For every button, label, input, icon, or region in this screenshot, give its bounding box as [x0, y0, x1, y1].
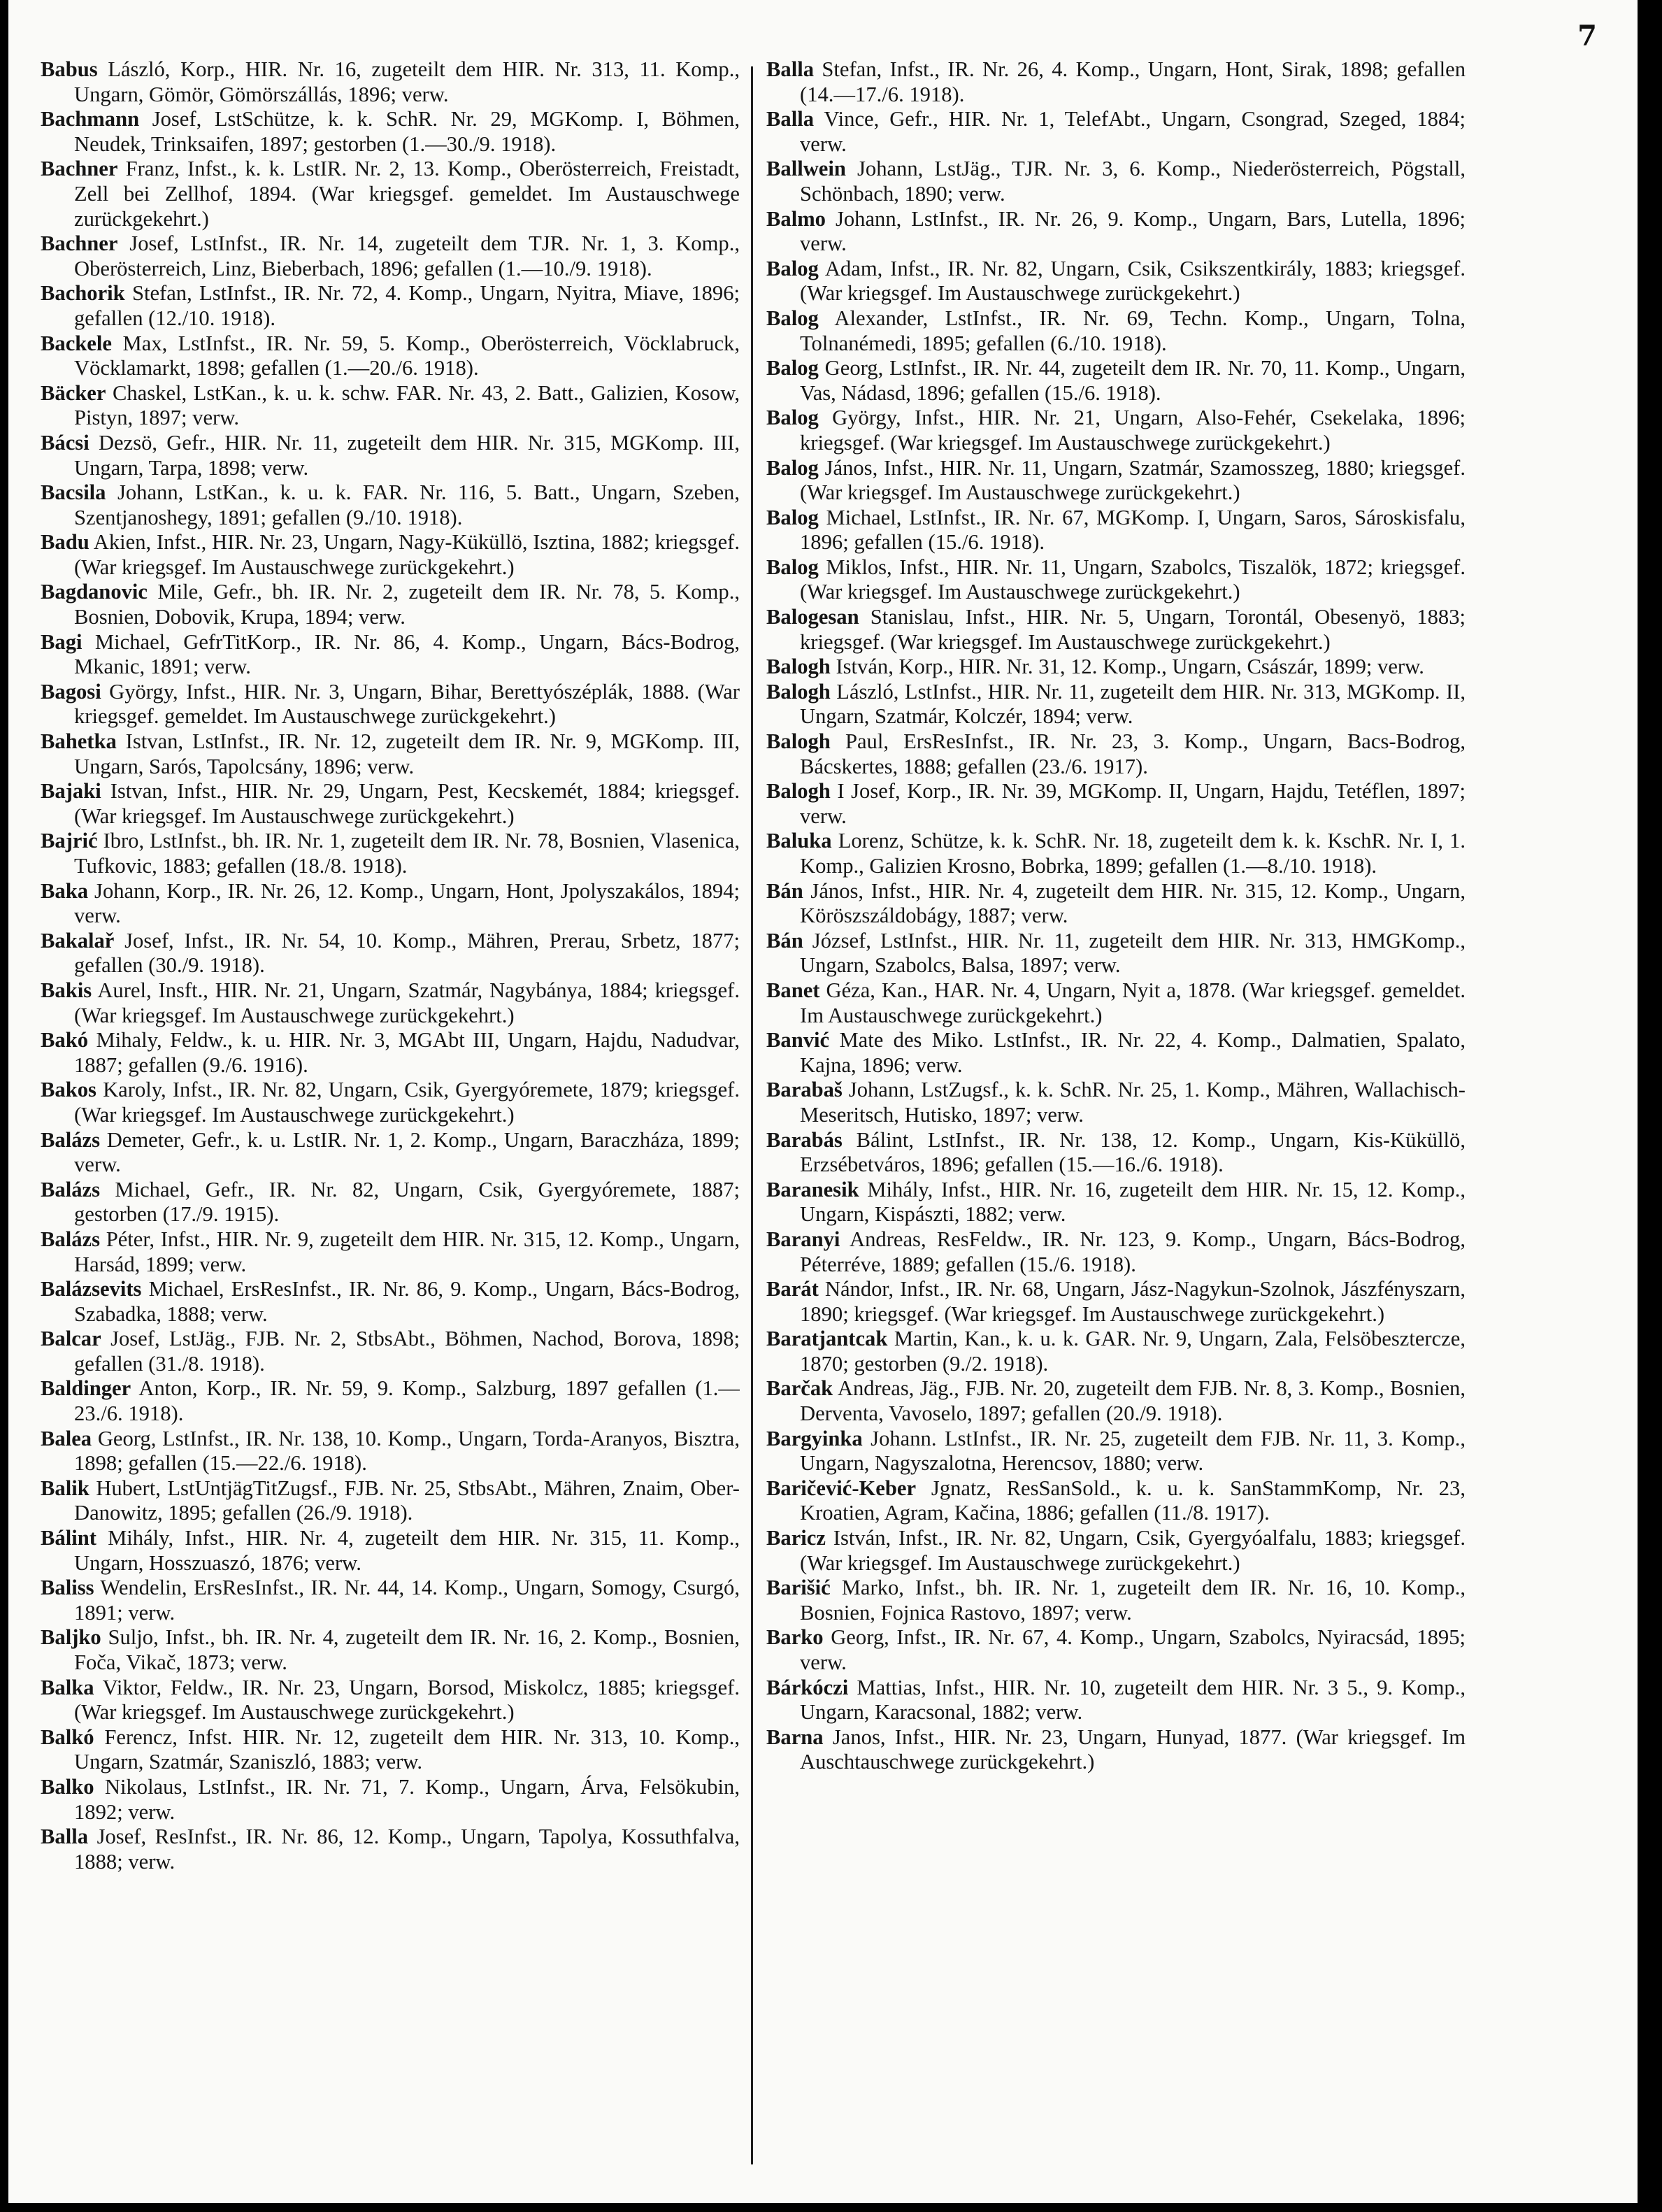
entry-surname: Bakos	[41, 1078, 96, 1102]
entry-surname: Balko	[41, 1774, 94, 1799]
register-entry	[766, 406, 1466, 455]
register-entry	[41, 879, 740, 929]
entry-surname: Bagdanovic	[41, 580, 148, 604]
entry-details: Franz, Infst., k. k. LstIR. Nr. 2, 13. Komp., Oberösterreich, Freistadt, Zell bei Zellhof, 1894. (War kriegsgef. gemeldet. Im Austauschwege zurückgekehrt.)	[74, 157, 740, 231]
register-entry	[766, 929, 1466, 978]
entry-surname: Balázsevits	[41, 1277, 142, 1301]
entry-surname: Balea	[41, 1426, 92, 1450]
entry-surname: Balmo	[766, 206, 826, 231]
register-entry	[41, 1725, 740, 1775]
register-entry	[766, 779, 1466, 829]
entry-surname: Balog	[766, 455, 819, 480]
entry-surname: Bárkóczi	[766, 1675, 849, 1699]
register-entry	[766, 1178, 1466, 1227]
left-column	[41, 57, 740, 2183]
entry-surname: Bachorik	[41, 281, 125, 306]
entry-surname: Bán	[766, 928, 803, 952]
entry-details: Bálint, LstInfst., IR. Nr. 138, 12. Komp., Ungarn, Kis-Küküllö, Erzsébetváros, 1896; gefallen (15.—16./6. 1918).	[800, 1127, 1466, 1177]
entry-surname: Barko	[766, 1625, 824, 1650]
entry-details: László, LstInfst., HIR. Nr. 11, zugeteilt dem HIR. Nr. 313, MGKomp. II, Ungarn, Szatmár, Kolczér, 1894; verw.	[800, 679, 1466, 729]
register-entry	[41, 157, 740, 231]
register-entry	[41, 929, 740, 978]
entry-surname: Baldinger	[41, 1376, 131, 1401]
register-entry	[41, 1625, 740, 1675]
register-entry	[766, 555, 1466, 605]
register-entry	[41, 1227, 740, 1277]
register-entry	[766, 1526, 1466, 1576]
register-entry	[41, 1775, 740, 1825]
entry-details: Istvan, Infst., HIR. Nr. 29, Ungarn, Pest, Kecskemét, 1884; kriegsgef. (War kriegsgef. Im Austauschwege zurückgekehrt.)	[74, 779, 740, 828]
entry-surname: Baratjantcak	[766, 1327, 888, 1351]
entry-surname: Balogh	[766, 779, 831, 804]
register-entry	[766, 605, 1466, 655]
entry-details: Miklos, Infst., HIR. Nr. 11, Ungarn, Szabolcs, Tiszalök, 1872; kriegsgef. (War kriegsgef. Im Austauschwege zurückgekehrt.)	[800, 555, 1466, 604]
entry-details: Alexander, LstInfst., IR. Nr. 69, Techn. Komp., Ungarn, Tolna, Tolnanémedi, 1895; gefallen (6./10. 1918).	[800, 306, 1466, 355]
entry-details: János, Infst., HIR. Nr. 4, zugeteilt dem HIR. Nr. 315, 12. Komp., Ungarn, Köröszszáldobágy, 1887; verw.	[800, 878, 1466, 928]
entry-details: Viktor, Feldw., IR. Nr. 23, Ungarn, Borsod, Miskolcz, 1885; kriegsgef. (War kriegsgef. Im Austauschwege zurückgekehrt.)	[74, 1675, 740, 1725]
entry-surname: Balik	[41, 1476, 89, 1500]
register-entry	[41, 1128, 740, 1178]
register-entry	[41, 1028, 740, 1078]
entry-surname: Barát	[766, 1277, 819, 1301]
entry-details: Géza, Kan., HAR. Nr. 4, Ungarn, Nyit a, 1878. (War kriegsgef. gemeldet. Im Austauschwege zurückgekehrt.)	[800, 978, 1466, 1027]
entry-details: Dezsö, Gefr., HIR. Nr. 11, zugeteilt dem HIR. Nr. 315, MGKomp. III, Ungarn, Tarpa, 1898; verw.	[74, 430, 740, 480]
page-number: 7	[1577, 20, 1597, 52]
register-entry	[766, 879, 1466, 929]
entry-details: Josef, LstSchütze, k. k. SchR. Nr. 29, MGKomp. I, Böhmen, Neudek, Trinksaifen, 1897; gestorben (1.—30./9. 1918).	[74, 107, 740, 156]
entry-details: Péter, Infst., HIR. Nr. 9, zugeteilt dem HIR. Nr. 315, 12. Komp., Ungarn, Harsád, 1899; verw.	[74, 1227, 740, 1276]
entry-surname: Bahetka	[41, 729, 117, 754]
register-entry	[41, 1825, 740, 1874]
entry-surname: Bán	[766, 878, 803, 903]
register-entry	[41, 1327, 740, 1376]
register-entry	[766, 729, 1466, 779]
entry-surname: Badu	[41, 530, 89, 555]
entry-details: István, Korp., HIR. Nr. 31, 12. Komp., Ungarn, Császár, 1899; verw.	[830, 655, 1424, 679]
entry-details: Johann, LstInfst., IR. Nr. 26, 9. Komp., Ungarn, Bars, Lutella, 1896; verw.	[800, 206, 1466, 256]
scanned-page	[8, 0, 1638, 2203]
register-entry	[41, 281, 740, 331]
entry-details: György, Infst., HIR. Nr. 21, Ungarn, Also-Fehér, Csekelaka, 1896; kriegsgef. (War kriegsgef. Im Austauschwege zurückgekehrt.)	[800, 406, 1466, 455]
entry-surname: Balogesan	[766, 605, 859, 629]
entry-surname: Baka	[41, 878, 89, 903]
register-entry	[41, 381, 740, 431]
entry-details: Mattias, Infst., HIR. Nr. 10, zugeteilt dem HIR. Nr. 3 5., 9. Komp., Ungarn, Karacsonal, 1882; verw.	[800, 1675, 1466, 1725]
register-entry	[41, 1427, 740, 1476]
entry-surname: Balázs	[41, 1177, 100, 1201]
entry-surname: Balog	[766, 256, 819, 280]
register-entry	[766, 680, 1466, 729]
entry-surname: Banet	[766, 978, 820, 1002]
entry-details: Michael, ErsResInfst., IR. Nr. 86, 9. Komp., Ungarn, Bács-Bodrog, Szabadka, 1888; verw.	[74, 1277, 740, 1326]
column-divider	[751, 66, 753, 2164]
entry-surname: Baricz	[766, 1526, 826, 1550]
register-entry	[41, 729, 740, 779]
entry-details: Demeter, Gefr., k. u. LstIR. Nr. 1, 2. Komp., Ungarn, Baraczháza, 1899; verw.	[74, 1127, 740, 1177]
entry-surname: Barišić	[766, 1576, 831, 1600]
register-entry	[766, 1028, 1466, 1078]
entry-details: I Josef, Korp., IR. Nr. 39, MGKomp. II, Ungarn, Hajdu, Tetéflen, 1897; verw.	[800, 779, 1466, 828]
entry-details: Martin, Kan., k. u. k. GAR. Nr. 9, Ungarn, Zala, Felsöbeszterczе, 1870; gestorben (9./2. 1918).	[800, 1327, 1466, 1376]
entry-details: Mate des Miko. LstInfst., IR. Nr. 22, 4. Komp., Dalmatien, Spalato, Kajna, 1896; verw.	[800, 1028, 1466, 1077]
register-entry	[41, 431, 740, 480]
register-entry	[766, 1277, 1466, 1327]
entry-details: Nándor, Infst., IR. Nr. 68, Ungarn, Jász-Nagykun-Szolnok, Jászfényszarn, 1890; kriegsgef. (War kriegsgef. Im Austauschwege zurückgekehrt.)	[800, 1277, 1466, 1326]
register-entry	[41, 1277, 740, 1327]
entry-surname: Balázs	[41, 1127, 100, 1152]
register-entry	[41, 1376, 740, 1426]
register-entry	[766, 157, 1466, 206]
entry-surname: Balog	[766, 306, 819, 330]
entry-details: Georg, LstInfst., IR. Nr. 44, zugeteilt dem IR. Nr. 70, 11. Komp., Ungarn, Vas, Nádasd, 1896; gefallen (15./6. 1918).	[800, 356, 1466, 405]
entry-surname: Balkó	[41, 1725, 94, 1749]
register-entry	[766, 356, 1466, 406]
entry-details: Ibro, LstInfst., bh. IR. Nr. 1, zugeteilt dem IR. Nr. 78, Bosnien, Vlasenica, Tufkovic, 1883; gefallen (18./8. 1918).	[74, 829, 740, 878]
entry-details: Josef, Infst., IR. Nr. 54, 10. Komp., Mähren, Prerau, Srbetz, 1877; gefallen (30./9. 1918).	[74, 928, 740, 978]
register-entry	[766, 1476, 1466, 1526]
entry-surname: Bakó	[41, 1028, 89, 1053]
entry-surname: Bachner	[41, 157, 118, 181]
entry-surname: Bálint	[41, 1526, 96, 1550]
entry-details: Adam, Infst., IR. Nr. 82, Ungarn, Csik, Csikszentkirály, 1883; kriegsgef. (War kriegsgef. Im Austauschwege zurückgekehrt.)	[800, 256, 1466, 306]
register-entry	[766, 306, 1466, 356]
entry-surname: Baluka	[766, 829, 832, 853]
entry-details: Michael, LstInfst., IR. Nr. 67, MGKomp. I, Ungarn, Saros, Sároskisfalu, 1896; gefallen (15./6. 1918).	[800, 505, 1466, 555]
entry-details: Georg, Infst., IR. Nr. 67, 4. Komp., Ungarn, Szabolcs, Nyiracsád, 1895; verw.	[800, 1625, 1466, 1674]
entry-surname: Balla	[41, 1825, 88, 1849]
entry-details: Istvan, LstInfst., IR. Nr. 12, zugeteilt dem IR. Nr. 9, MGKomp. III, Ungarn, Sarós, Tapolcsány, 1896; verw.	[74, 729, 740, 778]
register-entry	[41, 57, 740, 107]
register-entry	[41, 480, 740, 530]
register-entry	[41, 680, 740, 729]
register-entry	[41, 978, 740, 1028]
entry-details: Ferencz, Infst. HIR. Nr. 12, zugeteilt dem HIR. Nr. 313, 10. Komp., Ungarn, Szatmár, Szaniszló, 1883; verw.	[74, 1725, 740, 1774]
entry-surname: Ballwein	[766, 157, 846, 181]
entry-surname: Bachmann	[41, 107, 140, 131]
entry-details: László, Korp., HIR. Nr. 16, zugeteilt dem HIR. Nr. 313, 11. Komp., Ungarn, Gömör, Gömörszállás, 1896; verw.	[74, 57, 740, 106]
entry-details: Stanislau, Infst., HIR. Nr. 5, Ungarn, Torontál, Obesenyö, 1883; kriegsgef. (War kriegsgef. Im Austauschwege zurückgekehrt.)	[800, 605, 1466, 654]
entry-details: Johann, LstJäg., TJR. Nr. 3, 6. Komp., Niederösterreich, Pögstall, Schönbach, 1890; verw.	[800, 157, 1466, 206]
entry-details: Akien, Infst., HIR. Nr. 23, Ungarn, Nagy-Küküllö, Isztina, 1882; kriegsgef. (War kriegsgef. Im Austauschwege zurückgekehrt.)	[74, 530, 740, 579]
entry-surname: Baljko	[41, 1625, 101, 1650]
register-entry	[766, 1227, 1466, 1277]
entry-surname: Balog	[766, 555, 819, 579]
entry-details: Aurel, Insft., HIR. Nr. 21, Ungarn, Szatmár, Nagybánya, 1884; kriegsgef. (War kriegsgef. Im Austauschwege zurückgekehrt.)	[74, 978, 740, 1027]
register-entry	[766, 506, 1466, 555]
entry-surname: Barna	[766, 1725, 824, 1749]
entry-surname: Bajaki	[41, 779, 101, 804]
entry-details: Mile, Gefr., bh. IR. Nr. 2, zugeteilt dem IR. Nr. 78, 5. Komp., Bosnien, Dobovik, Krupa, 1894; verw.	[74, 580, 740, 629]
entry-surname: Balog	[766, 356, 819, 380]
register-entry	[766, 1327, 1466, 1376]
entry-surname: Barčak	[766, 1376, 833, 1401]
entry-details: Suljo, Infst., bh. IR. Nr. 4, zugeteilt dem IR. Nr. 16, 2. Komp., Bosnien, Foča, Vikač, 1873; verw.	[74, 1625, 740, 1674]
entry-details: Michael, GefrTitKorp., IR. Nr. 86, 4. Komp., Ungarn, Bács-Bodrog, Mkanic, 1891; verw.	[74, 629, 740, 679]
entry-details: János, Infst., HIR. Nr. 11, Ungarn, Szatmár, Szamosszeg, 1880; kriegsgef. (War kriegsgef. Im Austauschwege zurückgekehrt.)	[800, 455, 1466, 505]
entry-surname: Baliss	[41, 1576, 94, 1600]
register-entry	[766, 107, 1466, 157]
entry-details: József, LstInfst., HIR. Nr. 11, zugeteilt dem HIR. Nr. 313, HMGKomp., Ungarn, Szabolcs, Balsa, 1897; verw.	[800, 928, 1466, 978]
entry-details: Mihály, Infst., HIR. Nr. 16, zugeteilt dem HIR. Nr. 15, 12. Komp., Ungarn, Kispászti, 1882; verw.	[800, 1177, 1466, 1227]
entry-surname: Bakalař	[41, 928, 115, 952]
entry-surname: Bakis	[41, 978, 92, 1002]
entry-details: Paul, ErsResInfst., IR. Nr. 23, 3. Komp., Ungarn, Bacs-Bodrog, Bácskertes, 1888; gefallen (23./6. 1917).	[800, 729, 1466, 778]
entry-details: Johann. LstInfst., IR. Nr. 25, zugeteilt dem FJB. Nr. 11, 3. Komp., Ungarn, Nagyszalotna, Herencsov, 1880; verw.	[800, 1426, 1466, 1476]
register-entry	[41, 1676, 740, 1725]
entry-details: Wendelin, ErsResInfst., IR. Nr. 44, 14. Komp., Ungarn, Somogy, Csurgó, 1891; verw.	[74, 1576, 740, 1625]
entry-details: Hubert, LstUntjägTitZugsf., FJB. Nr. 25, StbsAbt., Mähren, Znaim, Ober-Danowitz, 1895; gefallen (26./9. 1918).	[74, 1476, 740, 1525]
entry-surname: Barabás	[766, 1127, 843, 1152]
register-entry	[41, 107, 740, 157]
register-entry	[41, 331, 740, 381]
entry-surname: Balla	[766, 107, 814, 131]
entry-surname: Babus	[41, 57, 98, 81]
entry-details: Georg, LstInfst., IR. Nr. 138, 10. Komp., Ungarn, Torda-Aranyos, Bisztra, 1898; gefallen (15.—22./6. 1918).	[74, 1426, 740, 1476]
register-entry	[41, 1476, 740, 1526]
entry-surname: Balla	[766, 57, 814, 81]
register-entry	[766, 1078, 1466, 1127]
entry-surname: Bagosi	[41, 679, 101, 704]
entry-details: Josef, LstJäg., FJB. Nr. 2, StbsAbt., Böhmen, Nachod, Borova, 1898; gefallen (31./8. 1918).	[74, 1327, 740, 1376]
entry-surname: Bargyinka	[766, 1426, 863, 1450]
register-entry	[766, 207, 1466, 257]
entry-details: Nikolaus, LstInfst., IR. Nr. 71, 7. Komp., Ungarn, Árva, Felsökubin, 1892; verw.	[74, 1774, 740, 1824]
register-entry	[766, 1625, 1466, 1675]
entry-details: Andreas, ResFeldw., IR. Nr. 123, 9. Komp., Ungarn, Bács-Bodrog, Péterréve, 1889; gefallen (15./6. 1918).	[800, 1227, 1466, 1276]
entry-details: Mihály, Infst., HIR. Nr. 4, zugeteilt dem HIR. Nr. 315, 11. Komp., Ungarn, Hosszuaszó, 1876; verw.	[74, 1526, 740, 1575]
entry-surname: Bajrić	[41, 829, 98, 853]
entry-details: István, Infst., IR. Nr. 82, Ungarn, Csik, Gyergyóalfalu, 1883; kriegsgef. (War kriegsgef. Im Austauschwege zurückgekehrt.)	[800, 1526, 1466, 1575]
entry-details: Max, LstInfst., IR. Nr. 59, 5. Komp., Oberösterreich, Vöcklabruck, Vöcklamarkt, 1898; gefallen (1.—20./6. 1918).	[74, 331, 740, 380]
register-entry	[766, 257, 1466, 306]
entry-surname: Balogh	[766, 729, 831, 754]
register-entry	[41, 1078, 740, 1127]
register-entry	[41, 530, 740, 580]
entry-surname: Balog	[766, 505, 819, 529]
register-entry	[766, 1576, 1466, 1625]
entry-surname: Backele	[41, 331, 112, 355]
entry-details: Johann, LstZugsf., k. k. SchR. Nr. 25, 1. Komp., Mähren, Wallachisch-Meseritsch, Hutisko, 1897; verw.	[800, 1078, 1466, 1127]
entry-details: Josef, ResInfst., IR. Nr. 86, 12. Komp., Ungarn, Tapolya, Kossuthfalva, 1888; verw.	[74, 1825, 740, 1874]
register-entry	[766, 1427, 1466, 1476]
entry-surname: Balázs	[41, 1227, 100, 1251]
entry-details: Johann, Korp., IR. Nr. 26, 12. Komp., Ungarn, Hont, Jpolyszakálos, 1894; verw.	[74, 878, 740, 928]
register-entry	[766, 1676, 1466, 1725]
entry-details: Andreas, Jäg., FJB. Nr. 20, zugeteilt dem FJB. Nr. 8, 3. Komp., Bosnien, Derventa, Vavoselo, 1897; gefallen (20./9. 1918).	[800, 1376, 1466, 1426]
entry-surname: Baričević-Keber	[766, 1476, 917, 1500]
register-entry	[766, 1128, 1466, 1178]
register-entry	[41, 580, 740, 629]
entry-details: Vince, Gefr., HIR. Nr. 1, TelefAbt., Ungarn, Csongrad, Szeged, 1884; verw.	[800, 107, 1466, 156]
register-entry	[41, 829, 740, 878]
register-entry	[766, 829, 1466, 878]
entry-details: Karoly, Infst., IR. Nr. 82, Ungarn, Csik, Gyergyóremete, 1879; kriegsgef. (War kriegsgef. Im Austauschwege zurückgekehrt.)	[74, 1078, 740, 1127]
register-entry	[766, 1725, 1466, 1775]
entry-surname: Bácsi	[41, 430, 89, 455]
register-entry	[41, 779, 740, 829]
register-entry	[766, 655, 1466, 680]
entry-surname: Balog	[766, 406, 819, 430]
entry-surname: Barabaš	[766, 1078, 843, 1102]
register-entry	[41, 1178, 740, 1227]
register-entry	[41, 630, 740, 680]
right-column	[766, 57, 1466, 2183]
entry-surname: Baranesik	[766, 1177, 859, 1201]
entry-surname: Balogh	[766, 679, 831, 704]
register-entry	[766, 1376, 1466, 1426]
entry-surname: Baranyi	[766, 1227, 840, 1251]
register-entry	[766, 978, 1466, 1028]
entry-details: Josef, LstInfst., IR. Nr. 14, zugeteilt dem TJR. Nr. 1, 3. Komp., Oberösterreich, Linz, Bieberbach, 1896; gefallen (1.—10./9. 1918).	[74, 231, 740, 280]
entry-details: Jgnatz, ResSanSold., k. u. k. SanStammKomp, Nr. 23, Kroatien, Agram, Kačina, 1886; gefallen (11./8. 1917).	[800, 1476, 1466, 1525]
register-entry	[41, 1576, 740, 1625]
entry-details: Anton, Korp., IR. Nr. 59, 9. Komp., Salzburg, 1897 gefallen (1.—23./6. 1918).	[74, 1376, 740, 1426]
entry-details: Mihaly, Feldw., k. u. HIR. Nr. 3, MGAbt III, Ungarn, Hajdu, Nadudvar, 1887; gefallen (9./6. 1916).	[74, 1028, 740, 1077]
entry-details: Stefan, LstInfst., IR. Nr. 72, 4. Komp., Ungarn, Nyitra, Miave, 1896; gefallen (12./10. 1918).	[74, 281, 740, 330]
entry-details: Michael, Gefr., IR. Nr. 82, Ungarn, Csik, Gyergyóremete, 1887; gestorben (17./9. 1915).	[74, 1177, 740, 1227]
register-entry	[41, 231, 740, 281]
entry-details: György, Infst., HIR. Nr. 3, Ungarn, Bihar, Berettyószéplák, 1888. (War kriegsgef. gemeldet. Im Austauschwege zurückgekehrt.)	[74, 679, 740, 729]
entry-surname: Balka	[41, 1675, 94, 1699]
entry-surname: Bacsila	[41, 480, 106, 505]
entry-surname: Balcar	[41, 1327, 101, 1351]
register-entry	[41, 1526, 740, 1576]
register-entry	[766, 57, 1466, 107]
entry-surname: Banvić	[766, 1028, 830, 1053]
entry-surname: Bachner	[41, 231, 118, 256]
entry-surname: Bagi	[41, 629, 83, 654]
entry-surname: Balogh	[766, 655, 831, 679]
entry-details: Chaskel, LstKan., k. u. k. schw. FAR. Nr. 43, 2. Batt., Galizien, Kosow, Pistyn, 1897; verw.	[74, 380, 740, 430]
entry-details: Lorenz, Schütze, k. k. SchR. Nr. 18, zugeteilt dem k. k. KschR. Nr. I, 1. Komp., Galizien Krosno, Bobrka, 1899; gefallen (1.—8./10. 1918).	[800, 829, 1466, 878]
entry-details: Johann, LstKan., k. u. k. FAR. Nr. 116, 5. Batt., Ungarn, Szeben, Szentjanoshegy, 1891; gefallen (9./10. 1918).	[74, 480, 740, 529]
entry-details: Marko, Infst., bh. IR. Nr. 1, zugeteilt dem IR. Nr. 16, 10. Komp., Bosnien, Fojnica Rastovo, 1897; verw.	[800, 1576, 1466, 1625]
entry-details: Janos, Infst., HIR. Nr. 23, Ungarn, Hunyad, 1877. (War kriegsgef. Im Auschtauschwege zurückgekehrt.)	[800, 1725, 1466, 1774]
entry-surname: Bäcker	[41, 380, 106, 405]
entry-details: Stefan, Infst., IR. Nr. 26, 4. Komp., Ungarn, Hont, Sirak, 1898; gefallen (14.—17./6. 1918).	[800, 57, 1466, 106]
register-entry	[766, 456, 1466, 506]
